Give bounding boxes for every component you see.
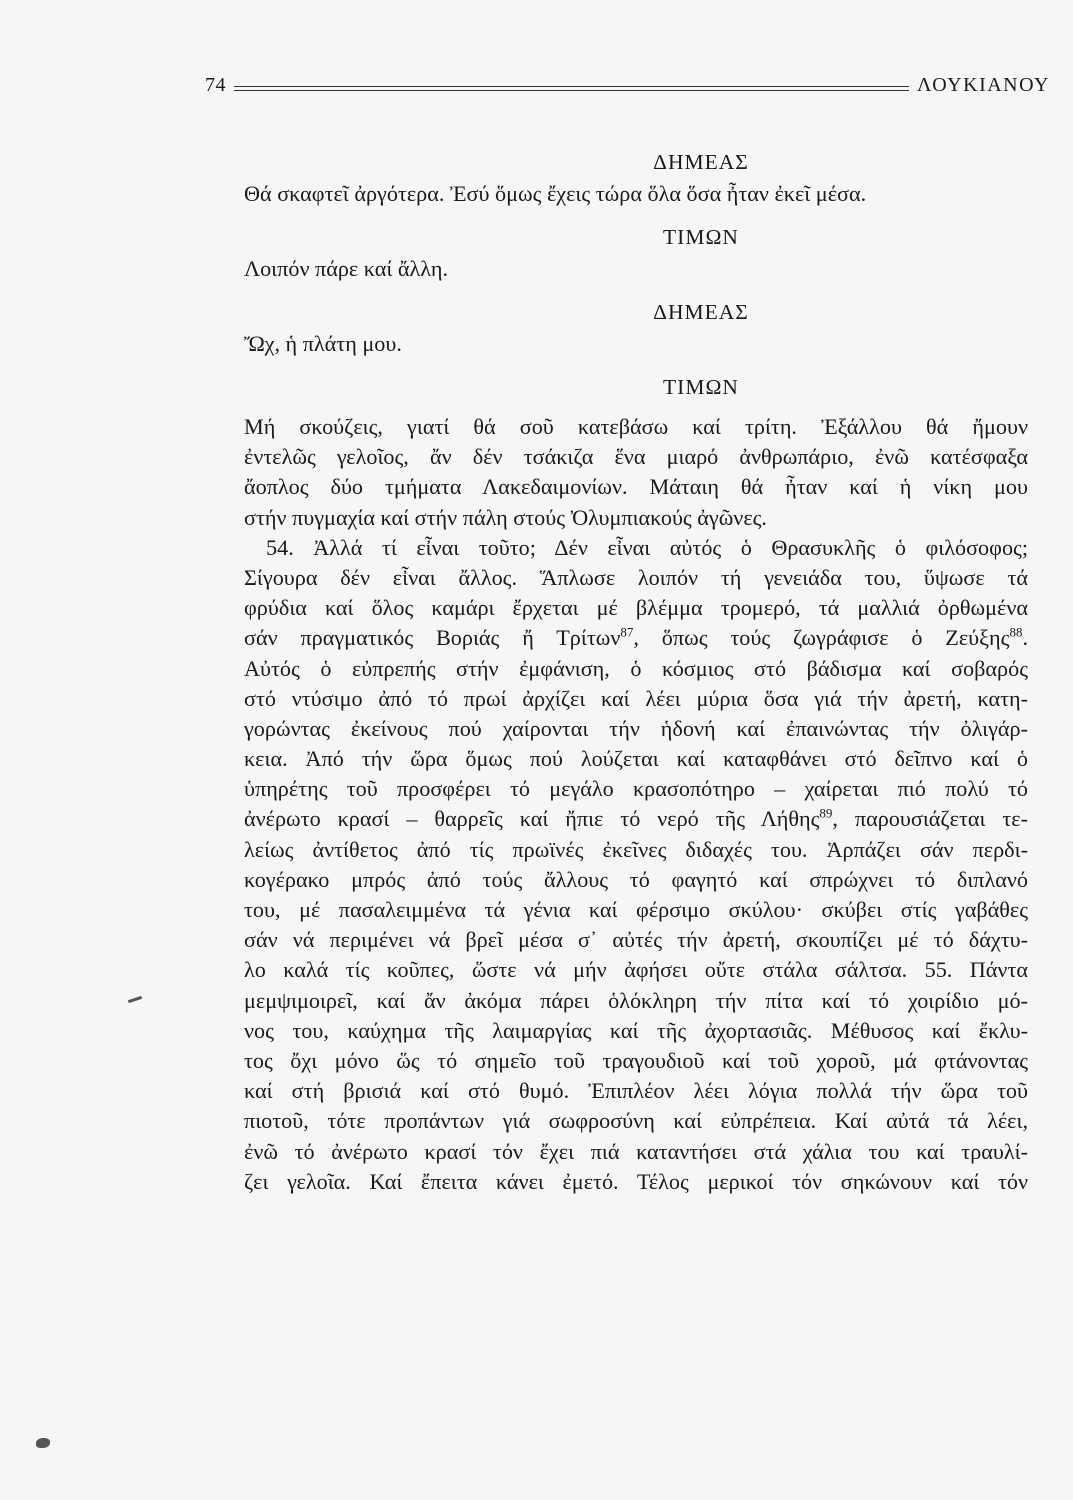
text-line: ὑπηρέτης τοῦ προσφέρει τό μεγάλο κρασοπότηρο – χαίρεται πιό πολύ τό: [244, 776, 1028, 802]
speech-line: Ὤχ, ἡ πλάτη μου.: [244, 331, 402, 356]
text-fragment: ἀνέρωτο κρασί – θαρρεῖς καί ἤπιε τό νερό τῆς Λήθης: [244, 806, 820, 832]
main-text: [244, 146, 1028, 1197]
text-line: σάν νά περιμένει νά βρεῖ μέσα σ᾽ αὐτές τήν ἀρετή, σκουπίζει μέ τό δάχτυ-: [244, 927, 1028, 953]
running-head: ΛΟΥΚΙΑΝΟΥ: [917, 73, 1050, 96]
text-line: ἐντελῶς γελοῖος, ἄν δέν τσάκιζα ἕνα μιαρό ἀνθρωπάριο, ἐνῶ κατέσφαξα: [244, 444, 1028, 470]
paper-speck: [36, 1438, 50, 1448]
text-line: τος ὄχι μόνο ὥς τό σημεῖο τοῦ τραγουδιοῦ καί τοῦ χοροῦ, μά φτάνοντας: [244, 1047, 1028, 1073]
text-line: του, μέ πασαλειμμένα τά γένια καί φέρσιμο σκύλου· σκύβει στίς γαβάθες: [244, 897, 1028, 922]
text-line: Αὐτός ὁ εὐπρεπής στήν ἐμφάνιση, ὁ κόσμιος στό βάδισμα καί σοβαρός: [244, 655, 1028, 681]
speech: [244, 329, 1028, 371]
text-line: στό ντύσιμο ἀπό τό πρωί ἀρχίζει καί λέει μύρια ὅσα γιά τήν ἀρετή, κατη-: [244, 685, 1028, 711]
footnote-ref-88[interactable]: 88: [1009, 624, 1023, 640]
text-line: κεια. Ἀπό τήν ὥρα ὅμως πού λούζεται καί καταφθάνει στό δεῖπνο καί ὁ: [244, 746, 1028, 772]
text-fragment: .: [1022, 625, 1028, 651]
speaker-name: ΤΙΜΩΝ: [663, 375, 739, 399]
text-line: ἄοπλος δύο τμήματα Λακεδαιμονίων. Μάταιη θά ἦταν καί ἡ νίκη μου: [244, 474, 1028, 500]
paragraph: [244, 412, 1028, 533]
text-line: [244, 623, 1028, 653]
speaker-name: ΤΙΜΩΝ: [663, 225, 739, 249]
text-line: μεμψιμοιρεῖ, καί ἄν ἀκόμα πάρει ὁλόκληρη τήν πίτα καί τό χοιρίδιο μό-: [244, 987, 1028, 1013]
text-line: πιοτοῦ, τότε προπάντων γιά σωφροσύνη καί εὐπρέπεια. Καί αὐτά τά λέει,: [244, 1108, 1028, 1134]
text-fragment: , ὅπως τούς ζωγράφισε ὁ Ζεύξης: [633, 625, 1010, 651]
speech: [244, 179, 1028, 221]
footnote-ref-89[interactable]: 89: [819, 806, 833, 822]
text-fragment: σάν πραγματικός Βοριάς ἤ Τρίτων: [244, 625, 621, 651]
header-rule: [234, 86, 909, 91]
text-line: ἐνῶ τό ἀνέρωτο κρασί τόν ἔχει πιά καταντήσει στά χάλια του καί τραυλί-: [244, 1138, 1028, 1164]
page-header: [205, 70, 1050, 100]
text-line: φρύδια καί ὅλος καμάρι ἔρχεται μέ βλέμμα τρομερό, τά μαλλιά ὀρθωμένα: [244, 595, 1028, 621]
speaker-name: ΔΗΜΕΑΣ: [653, 150, 749, 174]
text-line: κογέρακο μπρός ἀπό τούς ἄλλους τό φαγητό καί σπρώχνει τό διπλανό: [244, 866, 1028, 892]
text-line: [244, 804, 1028, 834]
text-line: γορώντας ἐκείνους πού χαίρονται τήν ἡδονή καί ἐπαινώντας τήν ὀλιγάρ-: [244, 715, 1028, 741]
footnote-ref-87[interactable]: 87: [620, 624, 634, 640]
text-line: Μή σκούζεις, γιατί θά σοῦ κατεβάσω καί τρίτη. Ἐξάλλου θά ἤμουν: [244, 414, 1028, 439]
text-line: Σίγουρα δέν εἶναι ἄλλος. Ἅπλωσε λοιπόν τή γενειάδα του, ὕψωσε τά: [244, 564, 1028, 590]
page-number: 74: [205, 73, 226, 96]
text-line: λο καλά τίς κοῦπες, ὥστε νά μήν ἀφήσει οὔτε στάλα σάλτσα. 55. Πάντα: [244, 957, 1028, 983]
paragraph: [244, 533, 1028, 1197]
text-line: ζει γελοῖα. Καί ἔπειτα κάνει ἐμετό. Τέλος μερικοί τόν σηκώνουν καί τόν: [244, 1168, 1028, 1194]
text-fragment: , παρουσιάζεται τε-: [832, 806, 1029, 832]
speech-line: Θά σκαφτεῖ ἀργότερα. Ἐσύ ὅμως ἔχεις τώρα ὅλα ὅσα ἦταν ἐκεῖ μέσα.: [244, 181, 867, 206]
speech-line: Λοιπόν πάρε καί ἄλλη.: [244, 256, 449, 281]
text-line: λείως ἀντίθετος ἀπό τίς πρωϊνές ἐκεῖνες διδαχές του. Ἁρπάζει σάν περδι-: [244, 836, 1028, 862]
text-line: 54. Ἀλλά τί εἶναι τοῦτο; Δέν εἶναι αὐτός ὁ Θρασυκλῆς ὁ φιλόσοφος;: [266, 534, 1028, 560]
speech: [244, 254, 1028, 296]
text-line: νος του, καύχημα τῆς λαιμαργίας καί τῆς ἀχορτασιᾶς. Μέθυσος καί ἔκλυ-: [244, 1017, 1028, 1043]
paper-speck: [128, 996, 142, 1003]
text-line: στήν πυγμαχία καί στήν πάλη στούς Ὀλυμπιακούς ἀγῶνες.: [244, 504, 767, 530]
text-line: καί στή βρισιά καί στό θυμό. Ἐπιπλέον λέει λόγια πολλά τήν ὥρα τοῦ: [244, 1078, 1028, 1104]
speaker-name: ΔΗΜΕΑΣ: [653, 300, 749, 324]
